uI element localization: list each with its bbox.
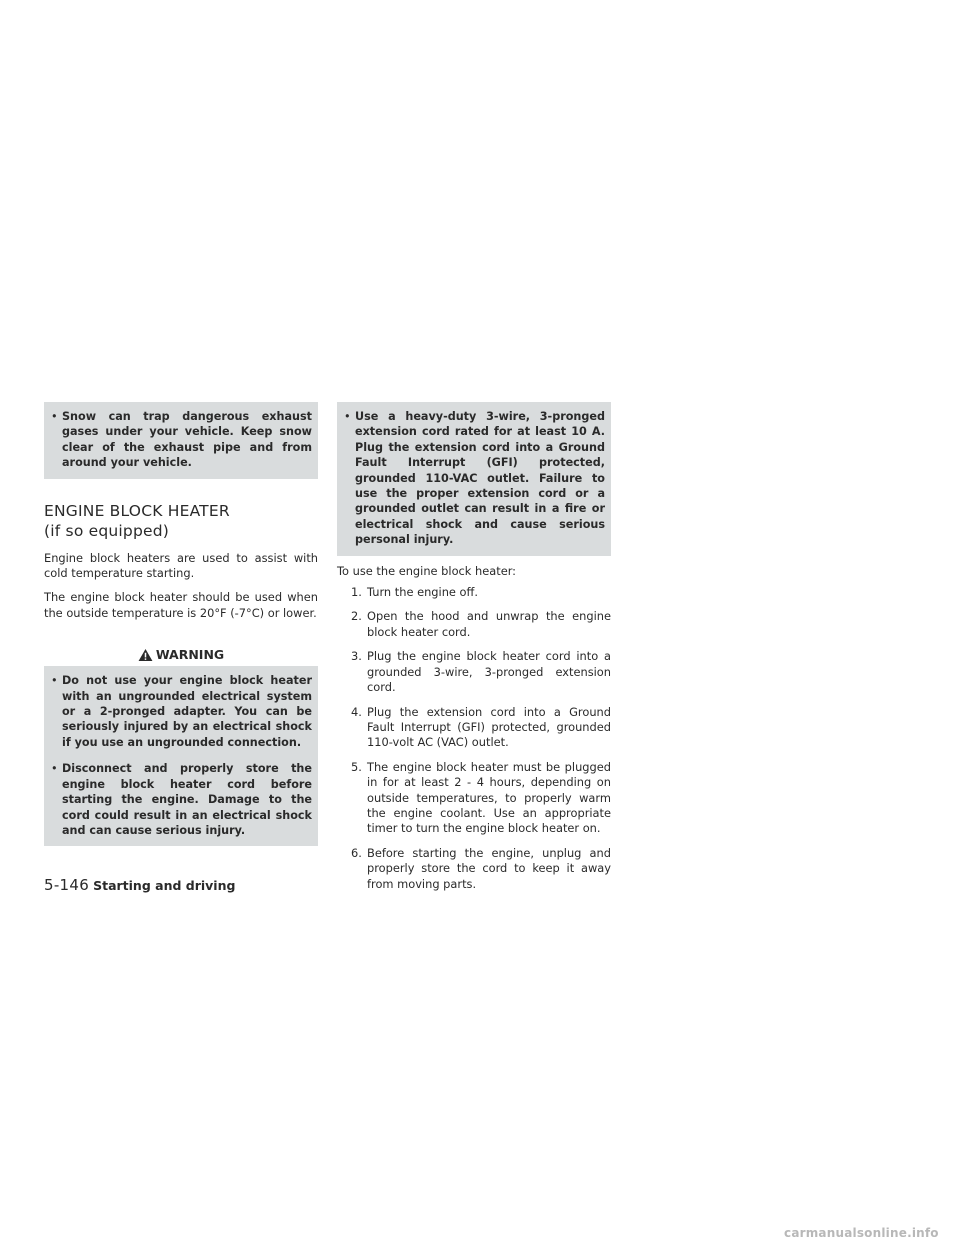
step-text: Turn the engine off.	[367, 585, 478, 600]
section-title: ENGINE BLOCK HEATER	[44, 501, 230, 520]
section-subtitle: (if so equipped)	[44, 521, 170, 540]
step-item	[337, 585, 611, 600]
step-item	[337, 649, 611, 695]
warning-section	[44, 641, 318, 846]
step-number: 5.	[351, 759, 362, 774]
warning-header	[44, 641, 318, 666]
warning-item: • Disconnect and properly store the engine block heater cord before starting the engine. Damage to the cord could result in an electrical shock and can cause serious injury.	[44, 759, 318, 838]
step-item	[337, 609, 611, 640]
section-name: Starting and driving	[93, 878, 236, 893]
page-footer	[44, 876, 235, 894]
step-text: The engine block heater must be plugged in for at least 2 - 4 hours, depending on outside temperatures, to properly warm the engine coolant. Use an appropriate timer to turn the engine block heater on.	[367, 759, 611, 836]
step-text: Plug the engine block heater cord into a grounded 3-wire, 3-pronged extension cord.	[367, 649, 611, 695]
extension-cord-box	[337, 402, 611, 556]
warning-title: WARNING	[155, 647, 225, 663]
temperature-paragraph: The engine block heater should be used when the outside temperature is 20°F (-7°C) or lower.	[44, 590, 318, 620]
watermark: carmanualsonline.info	[784, 1226, 939, 1240]
step-item	[337, 705, 611, 751]
right-column	[337, 402, 611, 892]
section-heading	[44, 501, 318, 541]
warning-item: • Do not use your engine block heater with an ungrounded electrical system or a 2-pronged adapter. You can be seriously injured by an electrical shock if you use an ungrounded connection.	[44, 671, 318, 750]
page-number: 5-146	[44, 876, 90, 894]
step-number: 2.	[351, 609, 362, 624]
step-item	[337, 846, 611, 892]
step-item	[337, 760, 611, 837]
step-number: 3.	[351, 649, 362, 664]
step-text: Before starting the engine, unplug and properly store the cord to keep it away from moving parts.	[367, 845, 611, 891]
intro-paragraph: Engine block heaters are used to assist with cold temperature starting.	[44, 550, 318, 581]
step-number: 4.	[351, 704, 362, 719]
snow-caution-item: • Snow can trap dangerous exhaust gases under your vehicle. Keep snow clear of the exhaust pipe and from around your vehicle.	[44, 407, 318, 471]
extension-cord-item: • Use a heavy-duty 3-wire, 3-pronged extension cord rated for at least 10 A. Plug the extension cord into a Ground Fault Interrupt (GFI) protected, grounded 110-VAC outlet. Failure to use the proper extension cord or a grounded outlet can result in a fire or electrical shock and cause serious personal injury.	[337, 407, 611, 548]
step-number: 6.	[351, 845, 362, 860]
warning-box	[44, 666, 318, 846]
step-text: Open the hood and unwrap the engine block heater cord.	[367, 609, 611, 639]
warning-triangle-icon	[138, 648, 153, 662]
steps-intro: To use the engine block heater:	[337, 563, 517, 578]
left-column	[44, 402, 318, 846]
snow-caution-box	[44, 402, 318, 479]
step-text: Plug the extension cord into a Ground Fault Interrupt (GFI) protected, grounded 110-volt AC (VAC) outlet.	[367, 704, 611, 750]
steps-list	[337, 585, 611, 892]
step-number: 1.	[351, 585, 362, 600]
